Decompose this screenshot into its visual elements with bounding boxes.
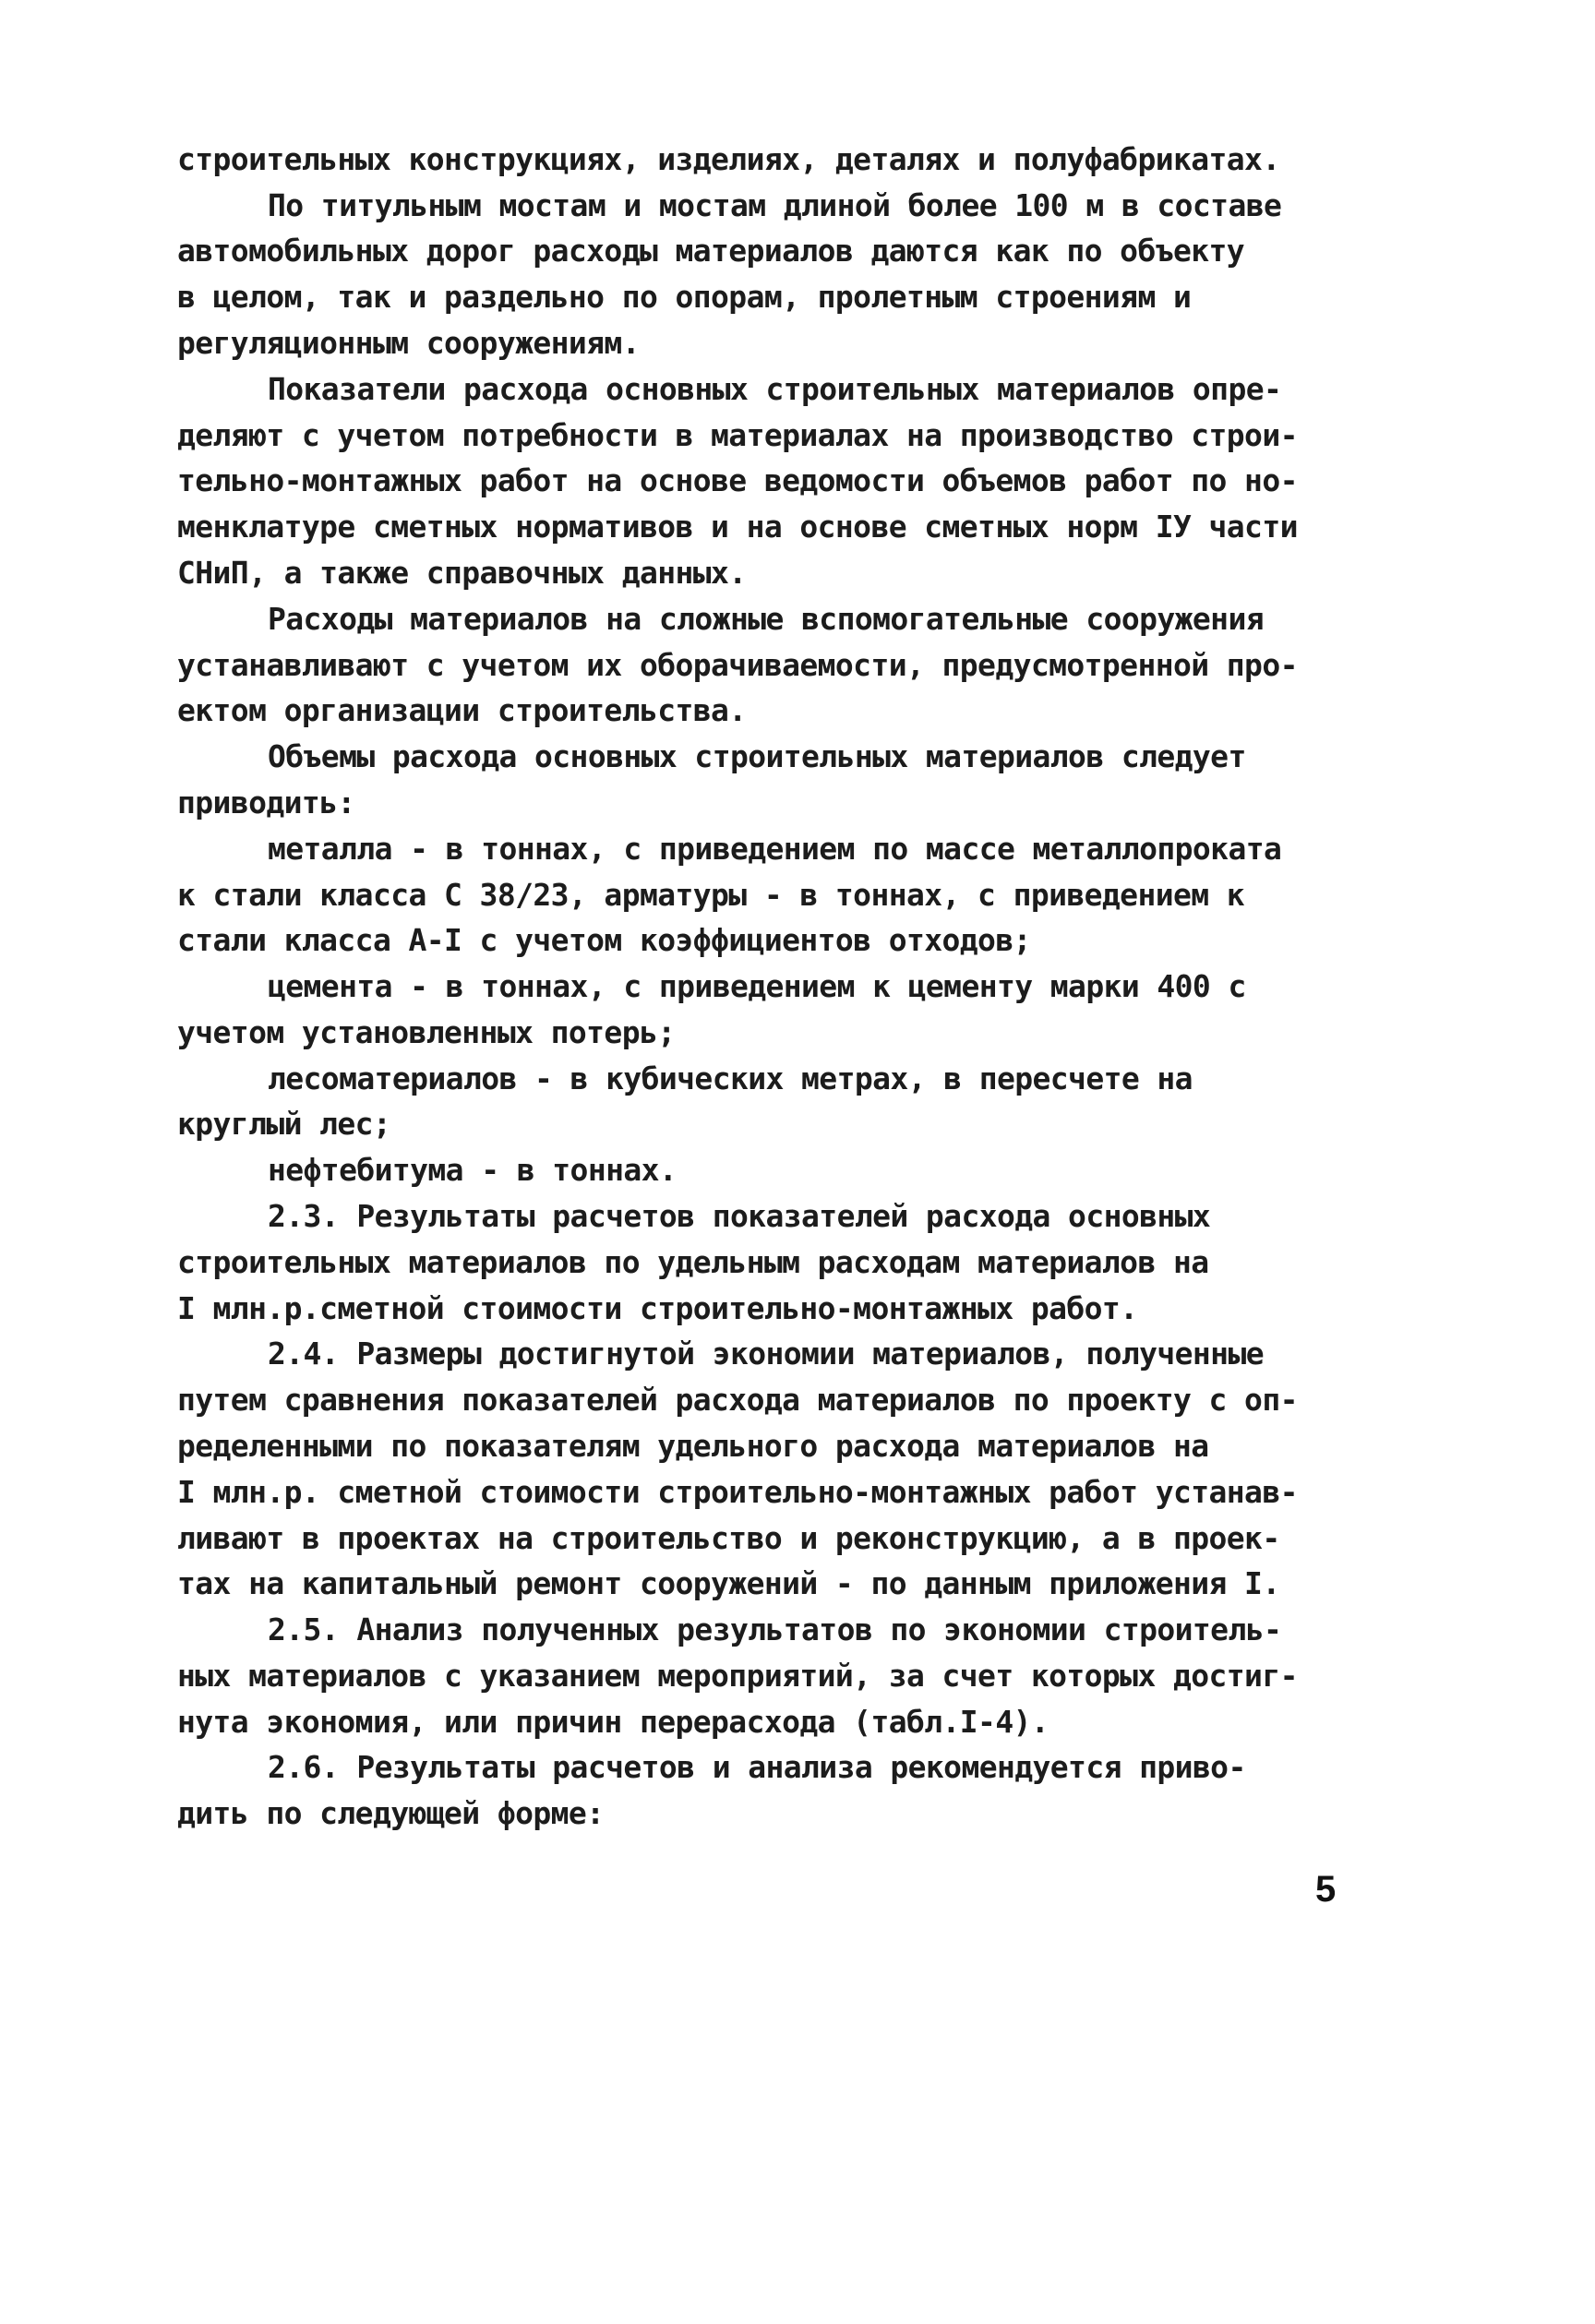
text-line: 2.4. Размеры достигнутой экономии материалов, полученные xyxy=(268,1336,1264,1372)
text-line: строительных конструкциях, изделиях, деталях и полуфабрикатах. xyxy=(177,141,1280,177)
text-line: тах на капитальный ремонт сооружений - по данным приложения I. xyxy=(177,1565,1280,1601)
text-line: деляют с учетом потребности в материалах на производство строи- xyxy=(177,417,1298,453)
text-line: приводить: xyxy=(177,785,355,821)
text-line: лесоматериалов - в кубических метрах, в пересчете на xyxy=(268,1060,1193,1096)
page-number: 5 xyxy=(1315,1869,1337,1910)
text-line: регуляционным сооружениям. xyxy=(177,325,640,361)
text-line: строительных материалов по удельным расходам материалов на xyxy=(177,1244,1209,1280)
text-line: 2.5. Анализ полученных результатов по экономии строитель- xyxy=(268,1611,1282,1647)
text-line: I млн.р.сметной стоимости строительно-монтажных работ. xyxy=(177,1290,1138,1326)
text-line: нефтебитума - в тоннах. xyxy=(268,1152,678,1188)
text-line: 2.3. Результаты расчетов показателей расхода основных xyxy=(268,1198,1211,1234)
text-line: устанавливают с учетом их оборачиваемости, предусмотренной про- xyxy=(177,647,1298,683)
text-line: дить по следующей форме: xyxy=(177,1795,605,1831)
text-line: ределенными по показателям удельного расхода материалов на xyxy=(177,1428,1209,1464)
text-line: ливают в проектах на строительство и реконструкцию, а в проек- xyxy=(177,1520,1280,1556)
text-line: Показатели расхода основных строительных материалов опре- xyxy=(268,371,1282,407)
text-line: стали класса А-I с учетом коэффициентов отходов; xyxy=(177,922,1031,958)
text-line: круглый лес; xyxy=(177,1106,391,1142)
text-line: I млн.р. сметной стоимости строительно-монтажных работ устанав- xyxy=(177,1474,1298,1510)
text-line: нута экономия, или причин перерасхода (табл.I-4). xyxy=(177,1704,1049,1740)
text-line: По титульным мостам и мостам длиной более 100 м в составе xyxy=(268,187,1282,223)
text-line: учетом установленных потерь; xyxy=(177,1014,676,1050)
text-line: металла - в тоннах, с приведением по массе металлопроката xyxy=(268,831,1282,867)
text-line: тельно-монтажных работ на основе ведомости объемов работ по но- xyxy=(177,462,1298,498)
text-line: путем сравнения показателей расхода материалов по проекту с оп- xyxy=(177,1382,1298,1418)
text-line: ных материалов с указанием мероприятий, за счет которых достиг- xyxy=(177,1658,1298,1694)
text-line: цемента - в тоннах, с приведением к цементу марки 400 с xyxy=(268,968,1246,1004)
text-line: СНиП, а также справочных данных. xyxy=(177,555,747,591)
text-line: в целом, так и раздельно по опорам, пролетным строениям и xyxy=(177,279,1192,315)
text-line: Расходы материалов на сложные вспомогательные сооружения xyxy=(268,601,1264,637)
text-line: к стали класса С 38/23, арматуры - в тоннах, с приведением к xyxy=(177,877,1245,913)
text-line: автомобильных дорог расходы материалов даются как по объекту xyxy=(177,233,1245,269)
text-line: Объемы расхода основных строительных материалов следует xyxy=(268,738,1246,774)
text-line: ектом организации строительства. xyxy=(177,692,747,728)
text-line: 2.6. Результаты расчетов и анализа рекомендуется приво- xyxy=(268,1749,1246,1785)
text-line: менклатуре сметных нормативов и на основе сметных норм IУ части xyxy=(177,509,1298,545)
